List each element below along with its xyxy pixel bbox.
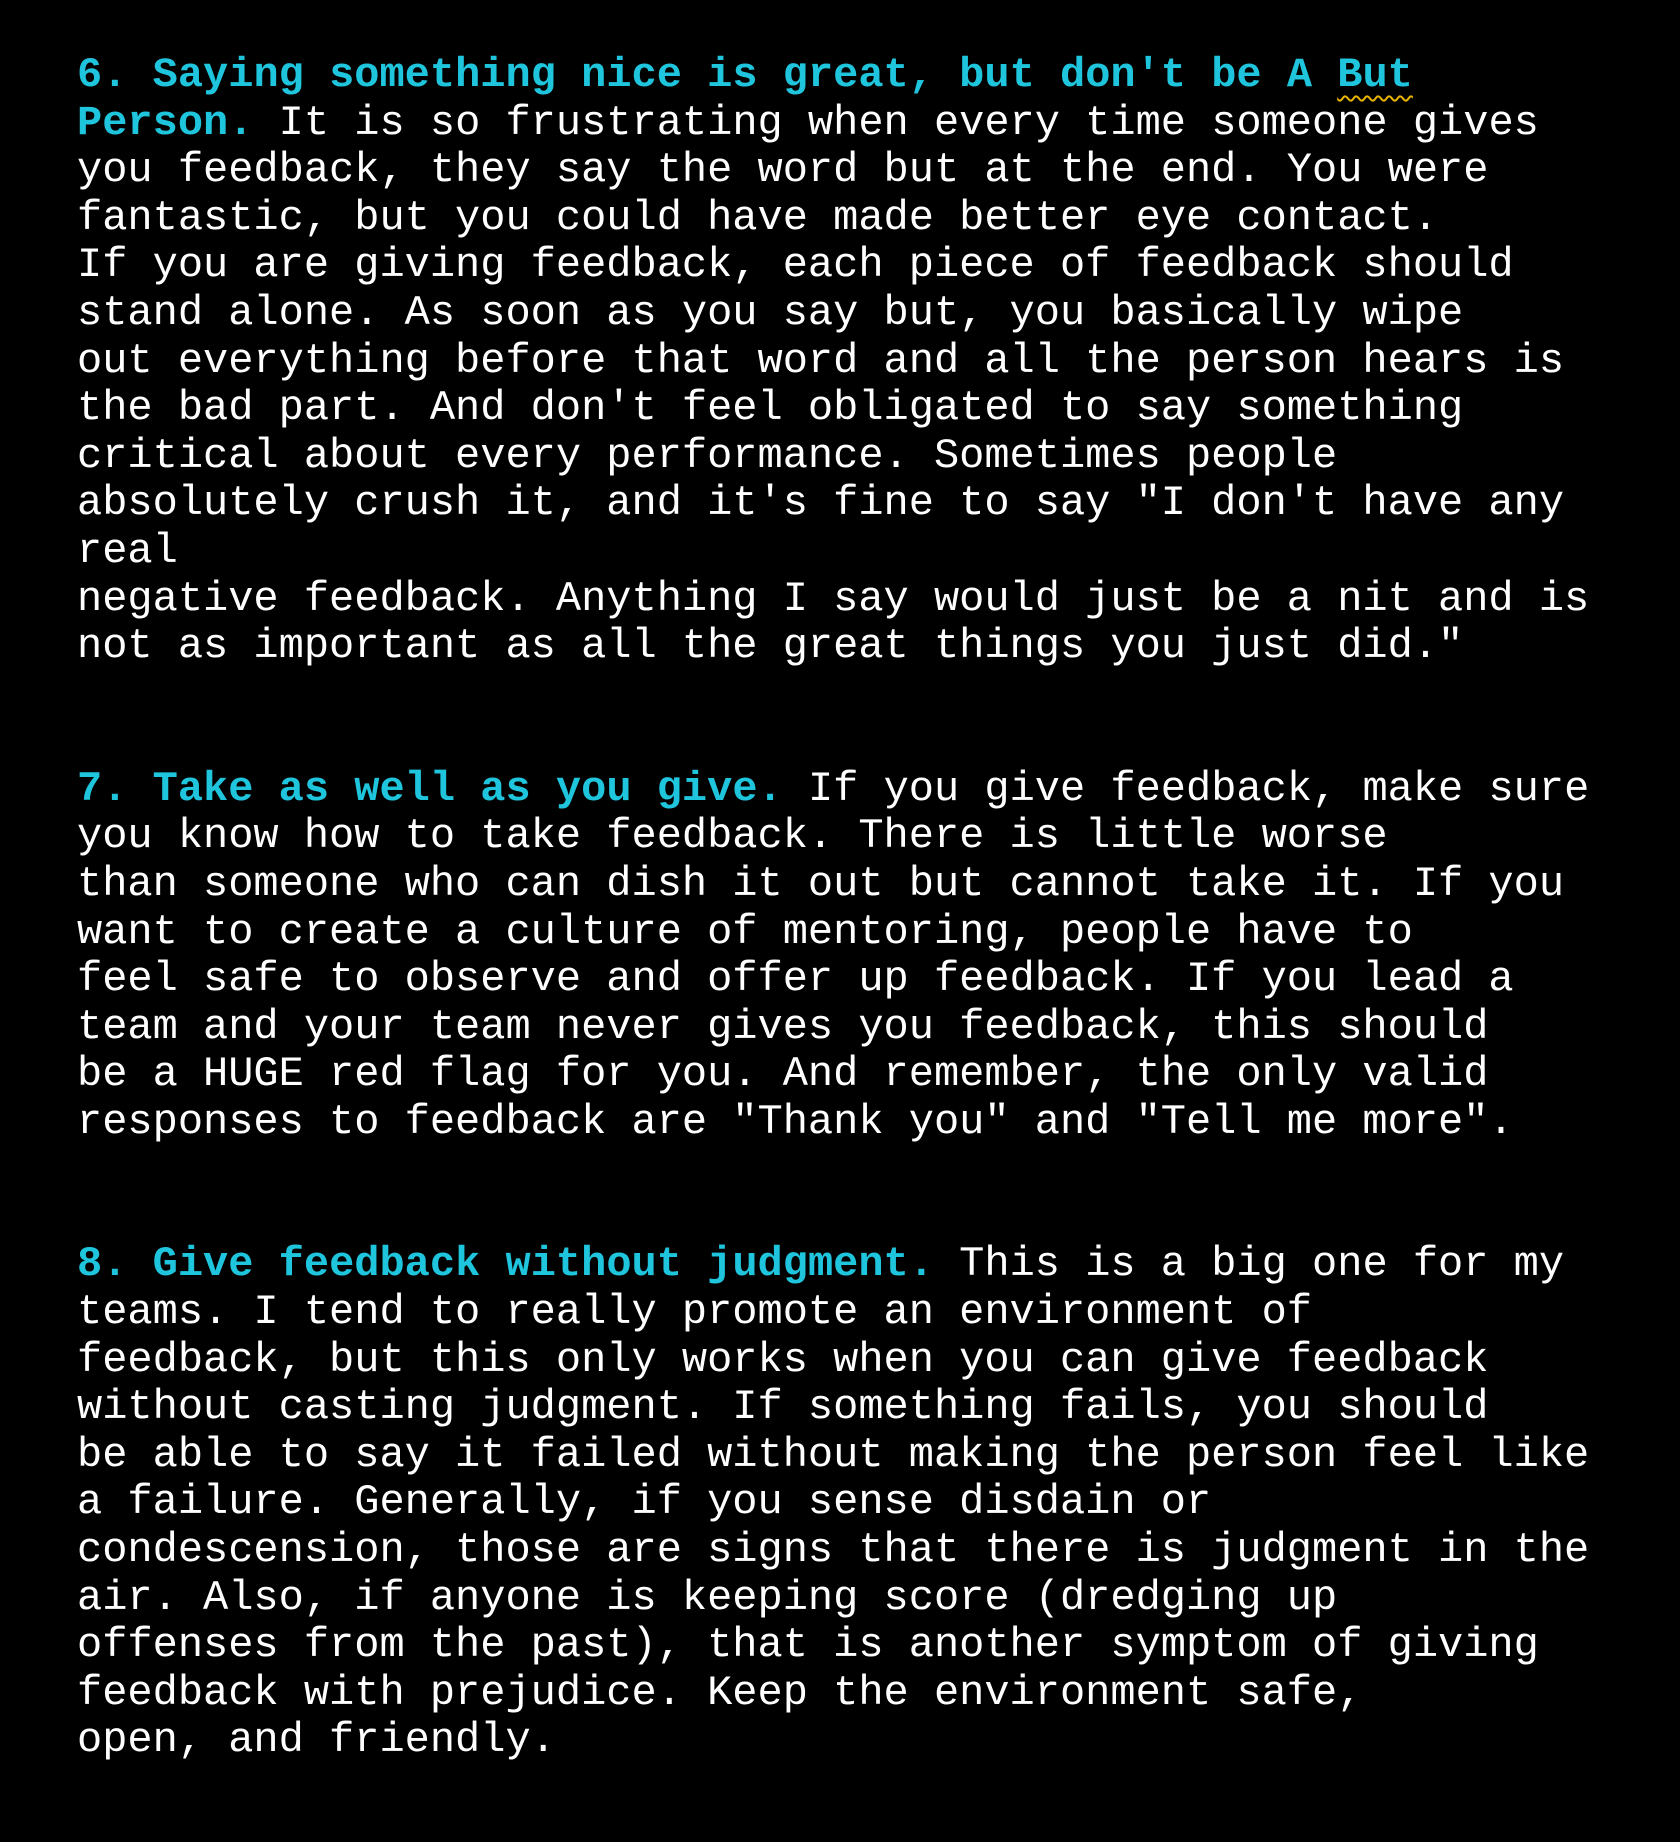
section-7-heading: Take as well as you give.: [152, 764, 783, 813]
section-6-body-line: not as important as all the great things you just did.": [77, 622, 1464, 671]
text-line: [77, 766, 1637, 814]
section-6-body-line: critical about every performance. Sometimes people: [77, 431, 1338, 480]
text-line: [77, 52, 1637, 100]
section-7-body-line: want to create a culture of mentoring, people have to: [77, 907, 1413, 956]
section-8-body-line: This is a big one for my: [933, 1240, 1565, 1289]
section-8-body-line: a failure. Generally, if you sense disdain or: [77, 1478, 1212, 1527]
section-7-body-line: be a HUGE red flag for you. And remember, the only valid: [77, 1050, 1489, 1099]
section-6-body-line: fantastic, but you could have made better eye contact.: [77, 193, 1439, 242]
section-8-body-line: be able to say it failed without making the person feel like: [77, 1430, 1590, 1479]
section-8-body-line: condescension, those are signs that there is judgment in the: [77, 1526, 1590, 1575]
section-7-body-line: feel safe to observe and offer up feedback. If you lead a: [77, 955, 1514, 1004]
section-7-body-line: If you give feedback, make sure: [782, 764, 1590, 813]
section-6-body-line: the bad part. And don't feel obligated to say something: [77, 384, 1464, 433]
section-6-body-line: real: [77, 526, 178, 575]
section-7-body-line: responses to feedback are "Thank you" and "Tell me more".: [77, 1097, 1514, 1146]
section-7-body-line: you know how to take feedback. There is little worse: [77, 812, 1388, 861]
section-6-body-line: out everything before that word and all the person hears is: [77, 336, 1565, 385]
section-8: [77, 1241, 1637, 1765]
section-7-number: 7.: [77, 764, 128, 813]
section-7-body-line: team and your team never gives you feedback, this should: [77, 1002, 1489, 1051]
section-6-body-line: absolutely crush it, and it's fine to say "I don't have any: [77, 479, 1565, 528]
text-line: [77, 100, 1637, 148]
section-7-body-line: than someone who can dish it out but cannot take it. If you: [77, 859, 1565, 908]
section-6: [77, 52, 1637, 671]
section-6-body-line: It is so frustrating when every time someone gives: [253, 98, 1539, 147]
section-8-body-line: feedback, but this only works when you can give feedback: [77, 1335, 1489, 1384]
section-8-body-line: feedback with prejudice. Keep the environment safe,: [77, 1668, 1363, 1717]
section-7: [77, 766, 1637, 1147]
section-8-body-line: offenses from the past), that is another symptom of giving: [77, 1621, 1539, 1670]
section-8-body-line: open, and friendly.: [77, 1716, 556, 1765]
section-6-body-line: stand alone. As soon as you say but, you basically wipe: [77, 288, 1464, 337]
section-8-body-line: without casting judgment. If something fails, you should: [77, 1383, 1489, 1432]
section-6-heading-part2: Person.: [77, 98, 254, 147]
section-6-number: 6.: [77, 51, 128, 99]
section-6-body-line: you feedback, they say the word but at the end. You were: [77, 146, 1489, 195]
section-6-body-line: If you are giving feedback, each piece of feedback should: [77, 241, 1514, 290]
text-line: [77, 1241, 1637, 1289]
section-8-heading: Give feedback without judgment.: [152, 1240, 934, 1289]
section-8-body-line: air. Also, if anyone is keeping score (dredging up: [77, 1573, 1338, 1622]
section-8-number: 8.: [77, 1240, 128, 1289]
section-6-heading-part1: Saying something nice is great, but don't be A: [152, 51, 1338, 99]
spellcheck-flagged-word[interactable]: But: [1337, 51, 1413, 99]
document-body: [77, 52, 1637, 1765]
section-6-body-line: negative feedback. Anything I say would just be a nit and is: [77, 574, 1590, 623]
section-8-body-line: teams. I tend to really promote an environment of: [77, 1288, 1313, 1337]
